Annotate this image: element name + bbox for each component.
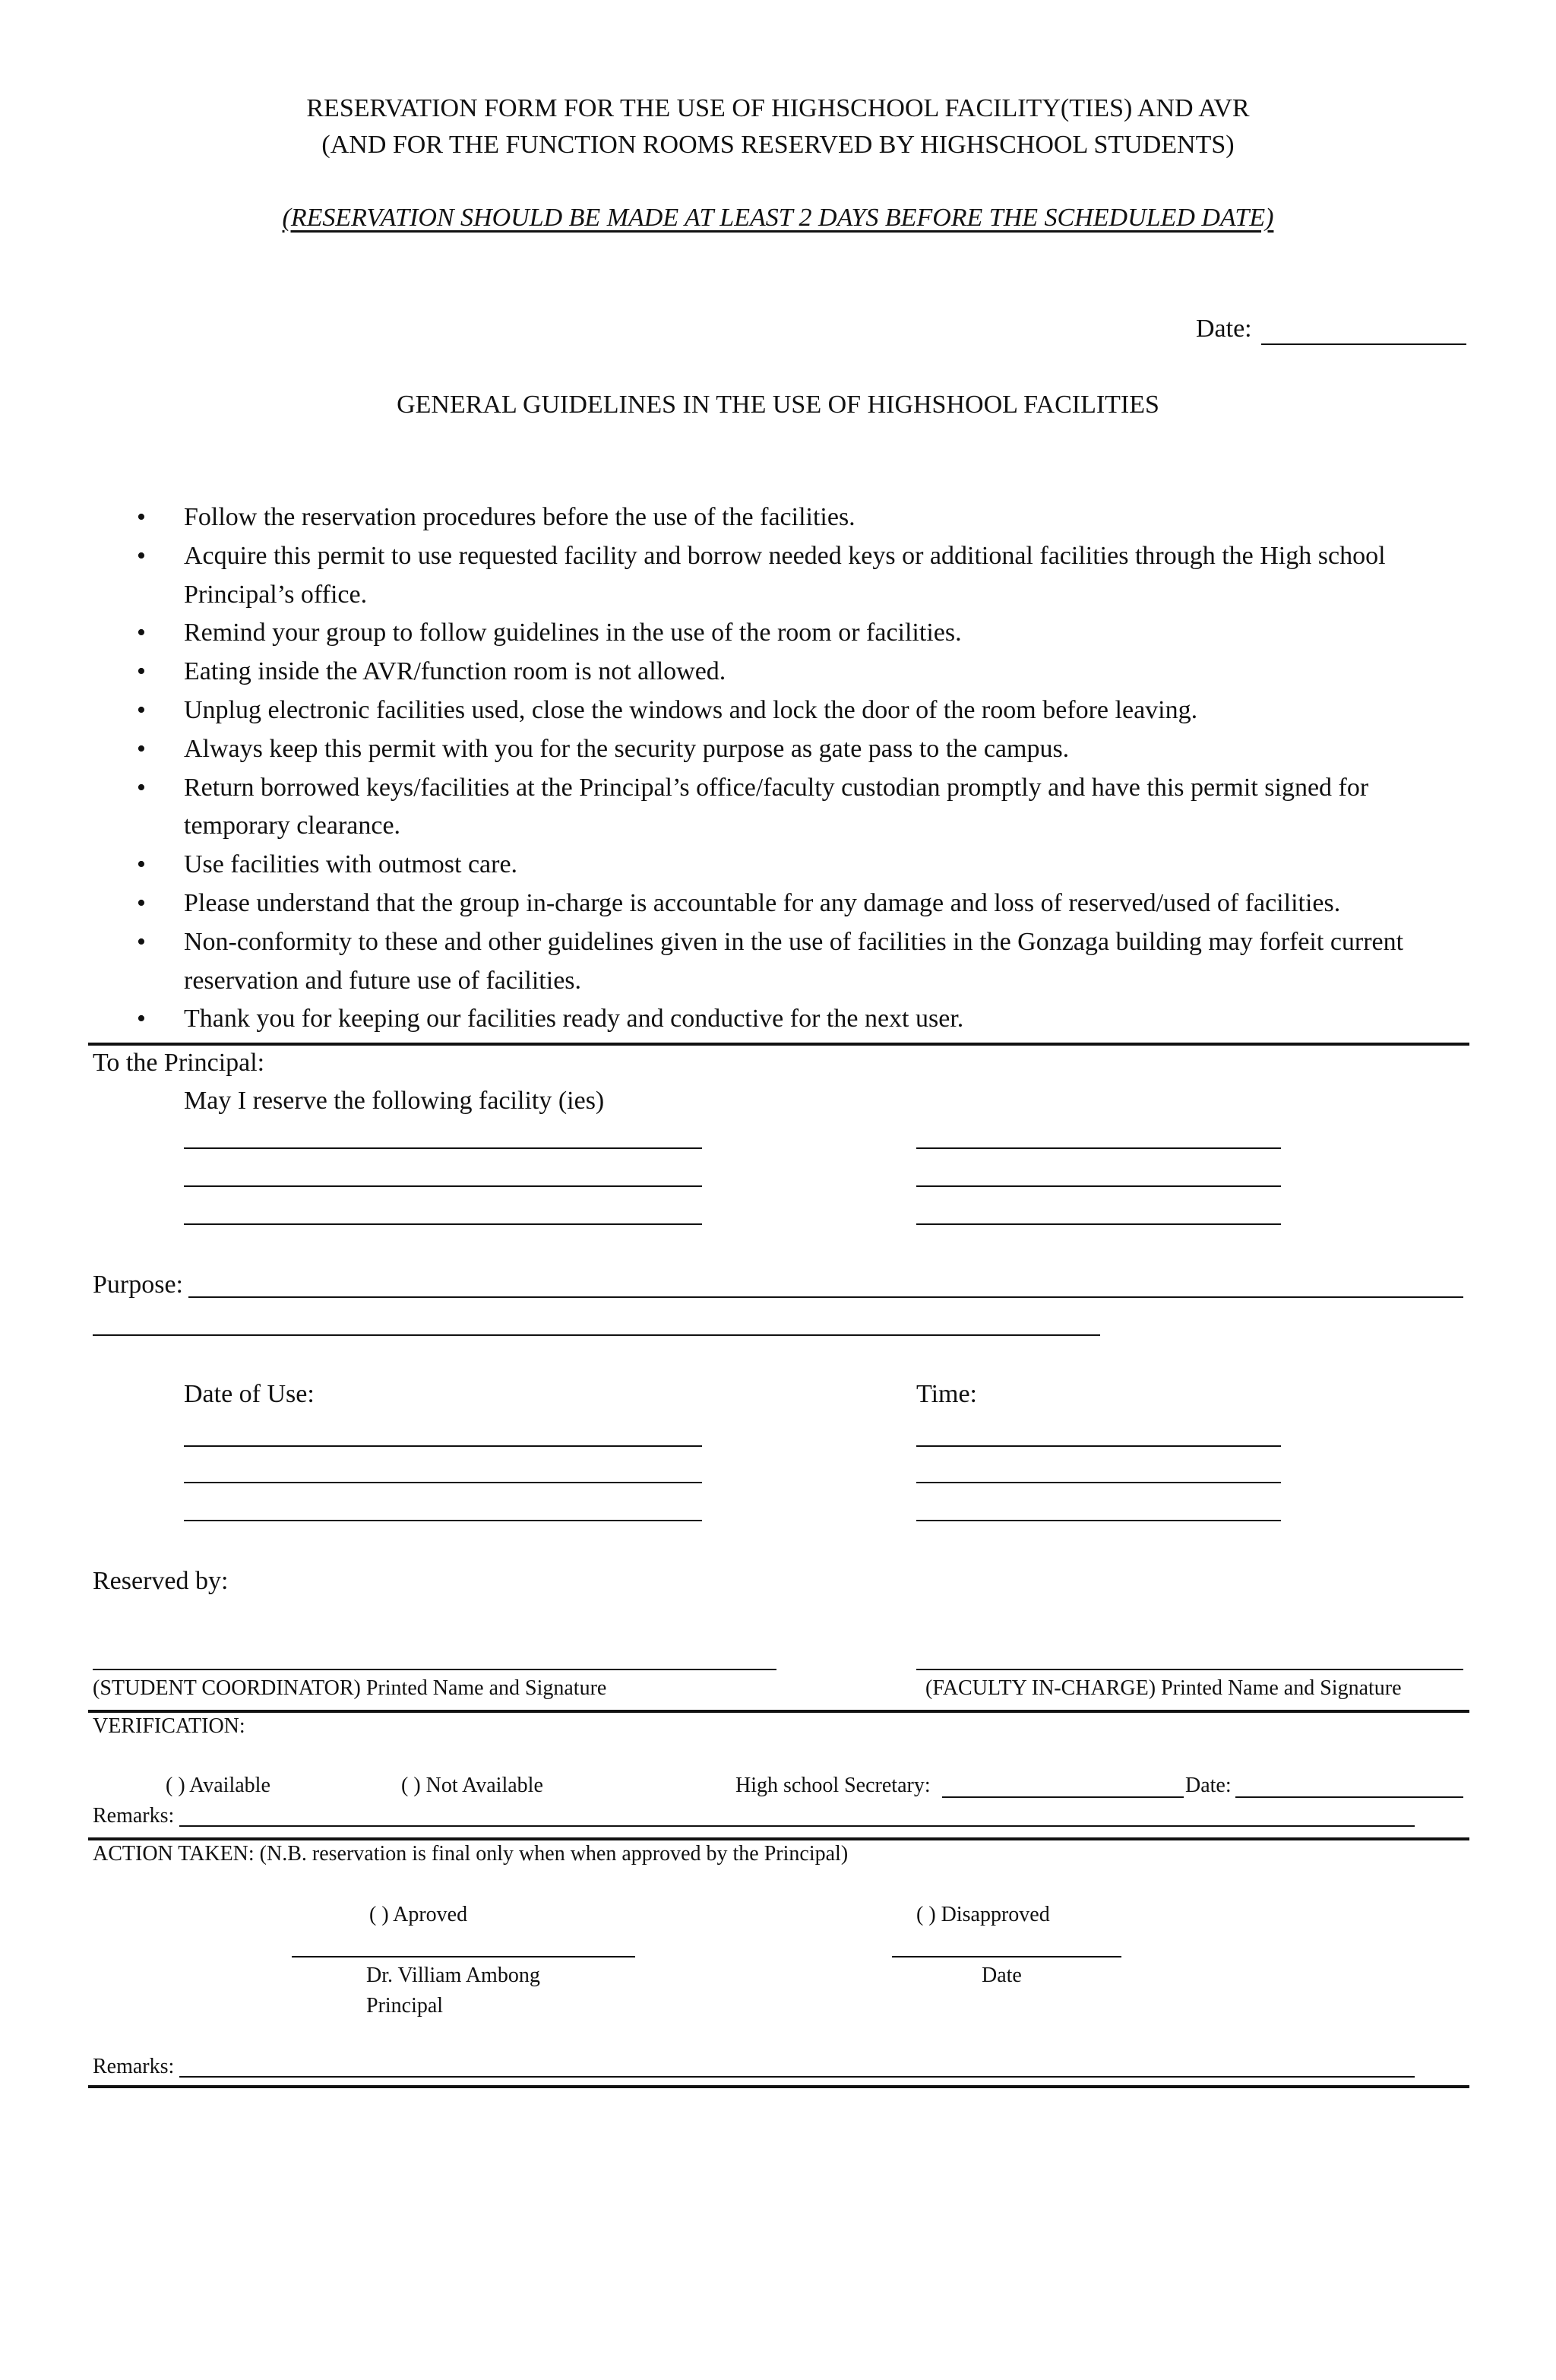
student-signature-field[interactable] [93,1669,776,1670]
guidelines-heading: GENERAL GUIDELINES IN THE USE OF HIGHSHOOL FACILITIES [397,391,1159,419]
guideline-item: • Remind your group to follow guidelines in the use of the room or facilities. [137,614,1459,653]
principal-name: Dr. Villiam Ambong [366,1964,540,1987]
form-title-line2: (AND FOR THE FUNCTION ROOMS RESERVED BY HIGHSCHOOL STUDENTS) [321,131,1235,159]
guideline-item: • Return borrowed keys/facilities at the Principal’s office/faculty custodian promptly and have this permit signed for temporary clearance. [137,769,1459,847]
section-divider [88,1837,1469,1840]
date-of-use-field-3[interactable] [184,1520,702,1521]
secretary-field[interactable] [942,1796,1184,1798]
guideline-item: • Please understand that the group in-charge is accountable for any damage and loss of reserved/used of facilities. [137,885,1459,923]
action-date-label: Date [982,1964,1022,1987]
facility-field-4[interactable] [916,1147,1281,1149]
facility-field-2[interactable] [184,1185,702,1187]
faculty-signature-label: (FACULTY IN-CHARGE) Printed Name and Signature [925,1676,1402,1700]
verification-remarks-label: Remarks: [93,1804,175,1828]
purpose-field-line2[interactable] [93,1334,1100,1336]
time-label: Time: [916,1380,978,1408]
action-date-field[interactable] [892,1956,1121,1957]
section-divider [88,1710,1469,1713]
purpose-field-line1[interactable] [188,1296,1463,1298]
faculty-signature-field[interactable] [916,1669,1463,1670]
guideline-item: • Thank you for keeping our facilities ready and conductive for the next user. [137,1000,1459,1039]
verification-remarks-field[interactable] [179,1825,1415,1827]
facility-field-5[interactable] [916,1185,1281,1187]
verification-heading: VERIFICATION: [93,1714,245,1738]
guideline-item: • Eating inside the AVR/function room is not allowed. [137,653,1459,692]
verification-date-field[interactable] [1235,1796,1463,1798]
secretary-label: High school Secretary: [735,1774,931,1797]
disapproved-checkbox[interactable]: ( ) Disapproved [916,1903,1050,1926]
student-signature-label: (STUDENT COORDINATOR) Printed Name and Signature [93,1676,607,1700]
action-heading: ACTION TAKEN: (N.B. reservation is final only when when approved by the Principal) [93,1842,849,1866]
section-divider [88,2085,1469,2088]
approved-checkbox[interactable]: ( ) Aproved [369,1903,468,1926]
section-divider [88,1043,1469,1046]
purpose-label: Purpose: [93,1271,183,1299]
date-of-use-field-2[interactable] [184,1482,702,1483]
time-field-2[interactable] [916,1482,1281,1483]
available-checkbox[interactable]: ( ) Available [166,1774,270,1797]
facility-field-6[interactable] [916,1223,1281,1225]
action-remarks-field[interactable] [179,2076,1415,2078]
principal-signature-field[interactable] [292,1956,635,1957]
reserved-by-label: Reserved by: [93,1567,229,1595]
action-remarks-label: Remarks: [93,2055,175,2078]
principal-title: Principal [366,1994,444,2018]
header-date-field[interactable] [1261,343,1466,345]
guidelines-list [137,498,1459,1039]
date-of-use-field-1[interactable] [184,1445,702,1447]
guideline-item: • Non-conformity to these and other guidelines given in the use of facilities in the Gonzaga building may forfeit current reservation and future use of facilities. [137,923,1459,1001]
not-available-checkbox[interactable]: ( ) Not Available [401,1774,543,1797]
time-field-3[interactable] [916,1520,1281,1521]
guideline-item: • Unplug electronic facilities used, close the windows and lock the door of the room before leaving. [137,692,1459,730]
facility-field-1[interactable] [184,1147,702,1149]
guideline-item: • Acquire this permit to use requested facility and borrow needed keys or additional facilities through the High school Principal’s office. [137,537,1459,615]
time-field-1[interactable] [916,1445,1281,1447]
reserve-intro: May I reserve the following facility (ies) [184,1087,605,1115]
guideline-item: • Use facilities with outmost care. [137,846,1459,885]
guideline-item: • Always keep this permit with you for the security purpose as gate pass to the campus. [137,730,1459,769]
date-of-use-label: Date of Use: [184,1380,315,1408]
guideline-item: • Follow the reservation procedures before the use of the facilities. [137,498,1459,537]
form-title-line1: RESERVATION FORM FOR THE USE OF HIGHSCHOOL FACILITY(TIES) AND AVR [306,94,1250,122]
reservation-notice: (RESERVATION SHOULD BE MADE AT LEAST 2 DAYS BEFORE THE SCHEDULED DATE) [282,204,1274,232]
facility-field-3[interactable] [184,1223,702,1225]
salutation: To the Principal: [93,1049,265,1077]
verification-date-label: Date: [1185,1774,1232,1797]
header-date-label: Date: [1196,315,1252,343]
